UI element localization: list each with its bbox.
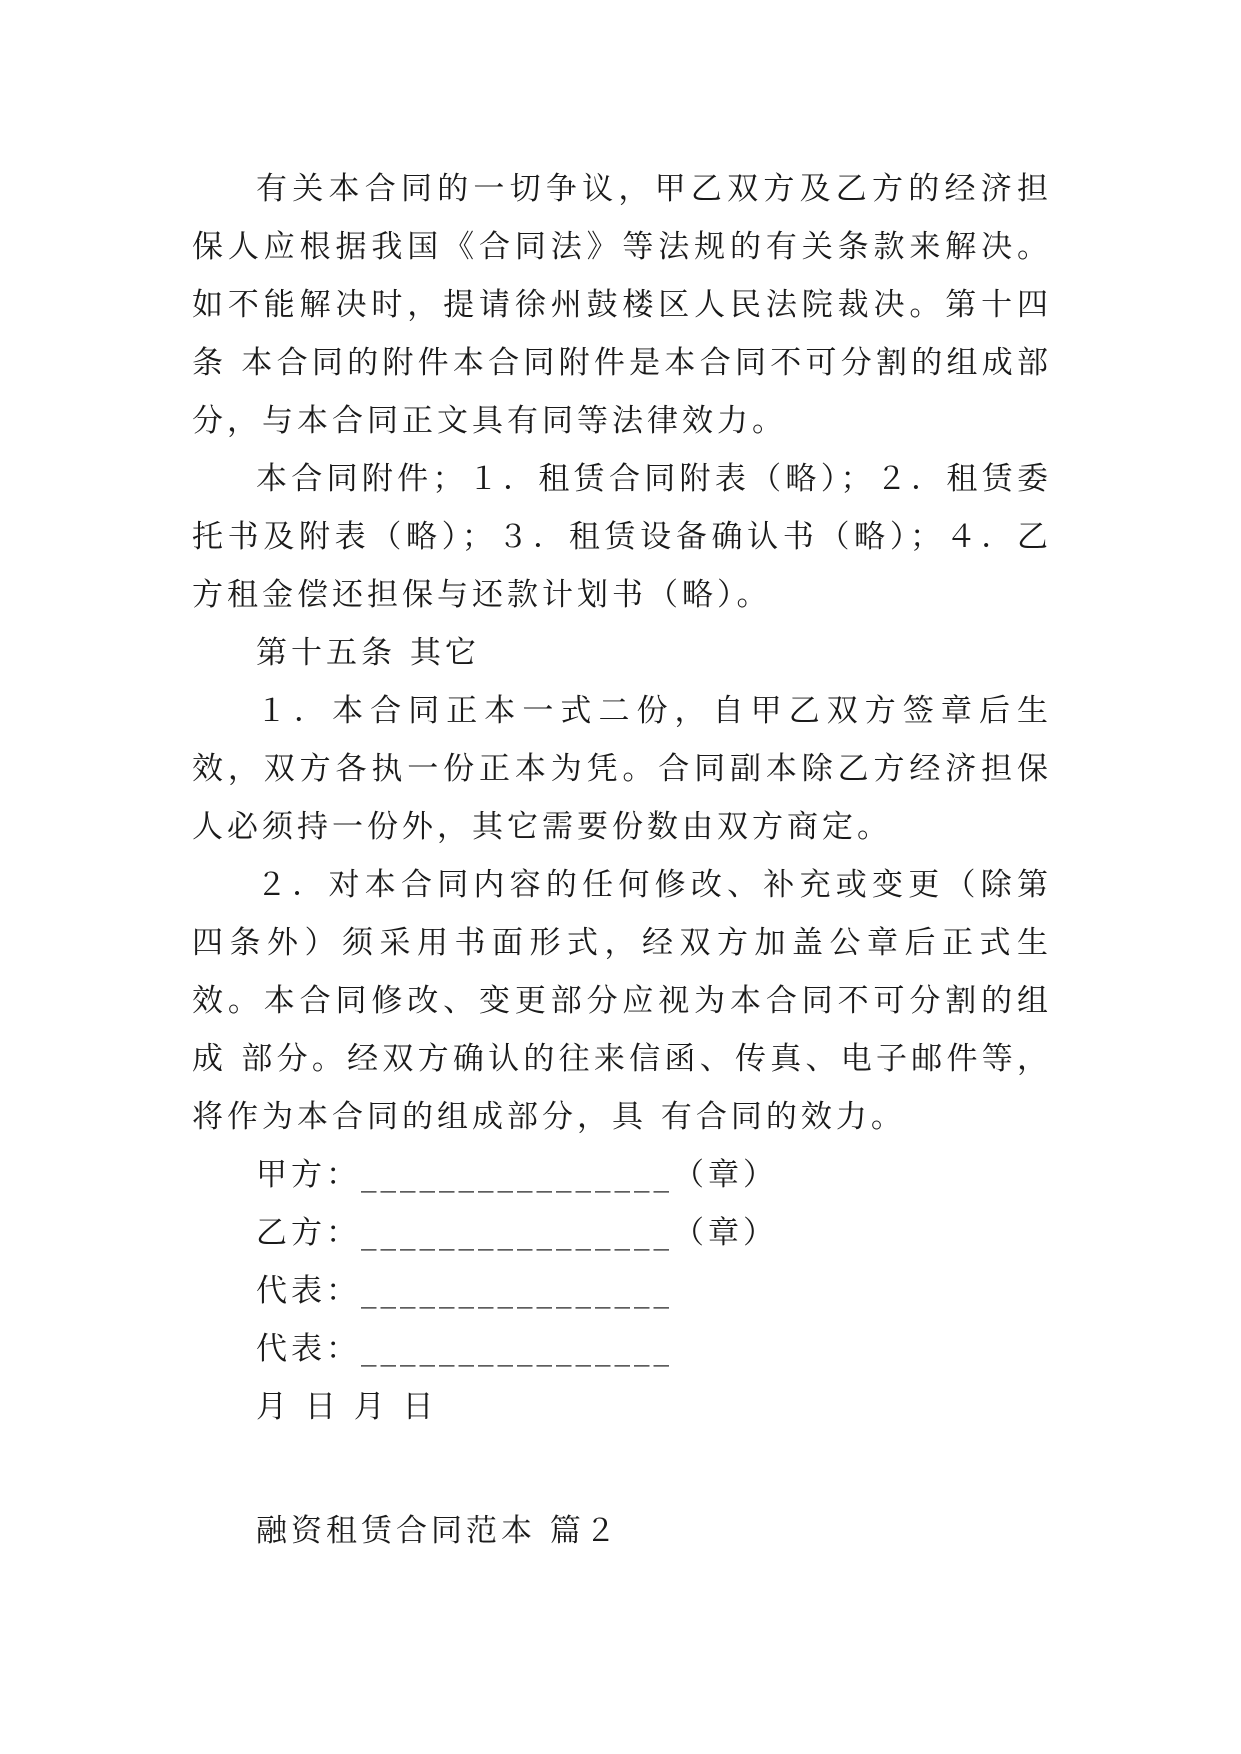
article-15-item-1: １．本合同正本一式二份，自甲乙双方签章后生效，双方各执一份正本为凭。合同副本除乙方经济担保人必须持一份外，其它需要份数由双方商定。 bbox=[192, 693, 1052, 845]
signature-representative-b: 代表：________________ bbox=[256, 1331, 673, 1367]
article-15-title: 第十五条 其它 bbox=[256, 635, 480, 671]
signature-party-a: 甲方：________________（章） bbox=[256, 1157, 778, 1193]
document-page bbox=[192, 160, 1052, 1560]
signature-date: 月 日 月 日 bbox=[256, 1389, 438, 1425]
section-title-part-2: 融资租赁合同范本 篇２ bbox=[256, 1513, 620, 1549]
paragraph-attachments: 本合同附件；１．租赁合同附表（略）；２．租赁委托书及附表（略）；３．租赁设备确认书（略）；４．乙方租金偿还担保与还款计划书（略）。 bbox=[192, 461, 1052, 613]
article-15-item-2: ２．对本合同内容的任何修改、补充或变更（除第四条外）须采用书面形式，经双方加盖公章后正式生效。本合同修改、变更部分应视为本合同不可分割的组成 部分。经双方确认的往来信函、传真、电子邮件等，将作为本合同的组成部分，具 有合同的效力。 bbox=[192, 867, 1052, 1135]
signature-representative-a: 代表：________________ bbox=[256, 1273, 673, 1309]
paragraph-dispute: 有关本合同的一切争议，甲乙双方及乙方的经济担保人应根据我国《合同法》等法规的有关条款来解决。如不能解决时，提请徐州鼓楼区人民法院裁决。第十四条 本合同的附件本合同附件是本合同不可分割的组成部分，与本合同正文具有同等法律效力。 bbox=[192, 171, 1052, 439]
signature-party-b: 乙方：________________（章） bbox=[256, 1215, 778, 1251]
